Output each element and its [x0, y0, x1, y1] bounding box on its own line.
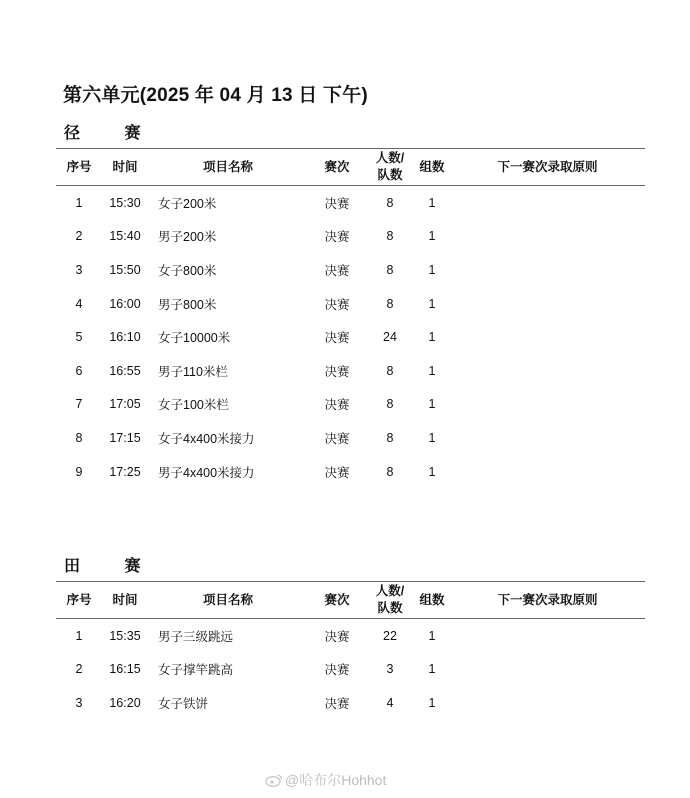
table-header-row — [56, 149, 645, 186]
row-no: 2 — [75, 229, 83, 244]
col-header-no: 序号 — [56, 582, 102, 619]
row-time: 15:40 — [109, 229, 141, 244]
row-round: 决赛 — [324, 629, 350, 644]
row-no: 5 — [75, 330, 83, 345]
row-rule — [450, 686, 645, 720]
row-round: 决赛 — [324, 431, 350, 446]
table-row — [56, 653, 645, 687]
weibo-icon — [265, 773, 283, 787]
row-rule — [450, 220, 645, 254]
row-round: 决赛 — [324, 196, 350, 211]
table-header-row — [56, 582, 645, 619]
col-header-count-line2: 队数 — [377, 168, 403, 182]
row-count: 8 — [386, 464, 394, 479]
row-rule — [450, 619, 645, 653]
row-round: 决赛 — [324, 364, 350, 379]
page-title: 第六单元(2025 年 04 月 13 日 下午) — [63, 85, 368, 106]
col-header-time: 时间 — [102, 582, 148, 619]
row-rule — [450, 388, 645, 422]
row-round: 决赛 — [324, 663, 350, 678]
row-time: 16:15 — [109, 662, 141, 677]
col-header-count — [366, 149, 414, 186]
col-header-name: 项目名称 — [148, 582, 308, 619]
row-count: 8 — [386, 397, 394, 412]
row-event-name: 女子100米栏 — [158, 398, 229, 413]
row-rule — [450, 653, 645, 687]
track-schedule-table — [56, 148, 645, 488]
table-row — [56, 619, 645, 653]
row-no: 9 — [75, 464, 83, 479]
row-time: 17:25 — [109, 464, 141, 479]
row-event-name: 女子10000米 — [158, 331, 231, 346]
row-time: 16:20 — [109, 695, 141, 710]
row-groups: 1 — [428, 262, 436, 277]
col-header-no: 序号 — [56, 149, 102, 186]
row-no: 1 — [75, 195, 83, 210]
col-header-time: 时间 — [102, 149, 148, 186]
row-no: 3 — [75, 695, 83, 710]
row-time: 16:10 — [109, 330, 141, 345]
table-row — [56, 253, 645, 287]
row-time: 16:00 — [109, 296, 141, 311]
table-row — [56, 686, 645, 720]
row-count: 8 — [386, 229, 394, 244]
row-rule — [450, 253, 645, 287]
row-count: 24 — [383, 330, 397, 345]
col-header-count — [366, 582, 414, 619]
row-rule — [450, 287, 645, 321]
table-row — [56, 287, 645, 321]
row-time: 16:55 — [109, 363, 141, 378]
table-row — [56, 220, 645, 254]
row-no: 3 — [75, 262, 83, 277]
row-round: 决赛 — [324, 230, 350, 245]
row-time: 15:35 — [109, 628, 141, 643]
row-rule — [450, 354, 645, 388]
row-no: 8 — [75, 430, 83, 445]
col-header-name: 项目名称 — [148, 149, 308, 186]
row-time: 17:05 — [109, 397, 141, 412]
table-row — [56, 421, 645, 455]
row-count: 8 — [386, 262, 394, 277]
row-event-name: 男子800米 — [158, 297, 217, 312]
row-groups: 1 — [428, 363, 436, 378]
row-event-name: 男子110米栏 — [158, 364, 228, 379]
col-header-round: 赛次 — [308, 149, 366, 186]
row-round: 决赛 — [324, 465, 350, 480]
col-header-count-line1: 人数/ — [375, 584, 405, 598]
col-header-groups: 组数 — [414, 149, 450, 186]
row-event-name: 女子200米 — [158, 196, 217, 211]
row-event-name: 女子撑竿跳高 — [158, 663, 234, 678]
row-groups: 1 — [428, 464, 436, 479]
table-row — [56, 388, 645, 422]
row-round: 决赛 — [324, 398, 350, 413]
row-groups: 1 — [428, 397, 436, 412]
row-no: 2 — [75, 662, 83, 677]
row-event-name: 女子铁饼 — [158, 696, 209, 711]
row-groups: 1 — [428, 229, 436, 244]
row-no: 7 — [75, 397, 83, 412]
row-round: 决赛 — [324, 696, 350, 711]
track-section-heading: 径 赛 — [64, 125, 161, 142]
row-count: 8 — [386, 430, 394, 445]
table-row — [56, 186, 645, 220]
field-schedule-table — [56, 581, 645, 720]
col-header-round: 赛次 — [308, 582, 366, 619]
row-groups: 1 — [428, 195, 436, 210]
watermark — [265, 770, 386, 790]
row-count: 3 — [386, 662, 394, 677]
row-event-name: 男子4x400米接力 — [158, 465, 255, 480]
row-round: 决赛 — [324, 297, 350, 312]
row-groups: 1 — [428, 695, 436, 710]
row-rule — [450, 320, 645, 354]
row-event-name: 女子800米 — [158, 263, 217, 278]
row-rule — [450, 421, 645, 455]
row-count: 8 — [386, 195, 394, 210]
row-event-name: 男子三级跳远 — [158, 629, 234, 644]
row-count: 4 — [386, 695, 394, 710]
row-groups: 1 — [428, 330, 436, 345]
row-count: 8 — [386, 296, 394, 311]
row-no: 6 — [75, 363, 83, 378]
row-event-name: 女子4x400米接力 — [158, 431, 255, 446]
row-no: 4 — [75, 296, 83, 311]
row-round: 决赛 — [324, 263, 350, 278]
table-row — [56, 455, 645, 489]
row-rule — [450, 186, 645, 220]
row-groups: 1 — [428, 628, 436, 643]
col-header-rule: 下一赛次录取原则 — [450, 582, 645, 619]
col-header-count-line2: 队数 — [377, 601, 403, 615]
row-time: 15:50 — [109, 262, 141, 277]
row-round: 决赛 — [324, 331, 350, 346]
row-groups: 1 — [428, 430, 436, 445]
row-count: 8 — [386, 363, 394, 378]
table-row — [56, 354, 645, 388]
row-no: 1 — [75, 628, 83, 643]
row-time: 15:30 — [109, 195, 141, 210]
row-event-name: 男子200米 — [158, 230, 217, 245]
col-header-rule: 下一赛次录取原则 — [450, 149, 645, 186]
col-header-groups: 组数 — [414, 582, 450, 619]
row-groups: 1 — [428, 296, 436, 311]
row-rule — [450, 455, 645, 489]
row-count: 22 — [383, 628, 397, 643]
watermark-text: @哈布尔Hohhot — [285, 772, 387, 788]
row-time: 17:15 — [109, 430, 141, 445]
row-groups: 1 — [428, 662, 436, 677]
field-section-heading: 田 赛 — [64, 558, 161, 575]
table-row — [56, 320, 645, 354]
col-header-count-line1: 人数/ — [375, 151, 405, 165]
